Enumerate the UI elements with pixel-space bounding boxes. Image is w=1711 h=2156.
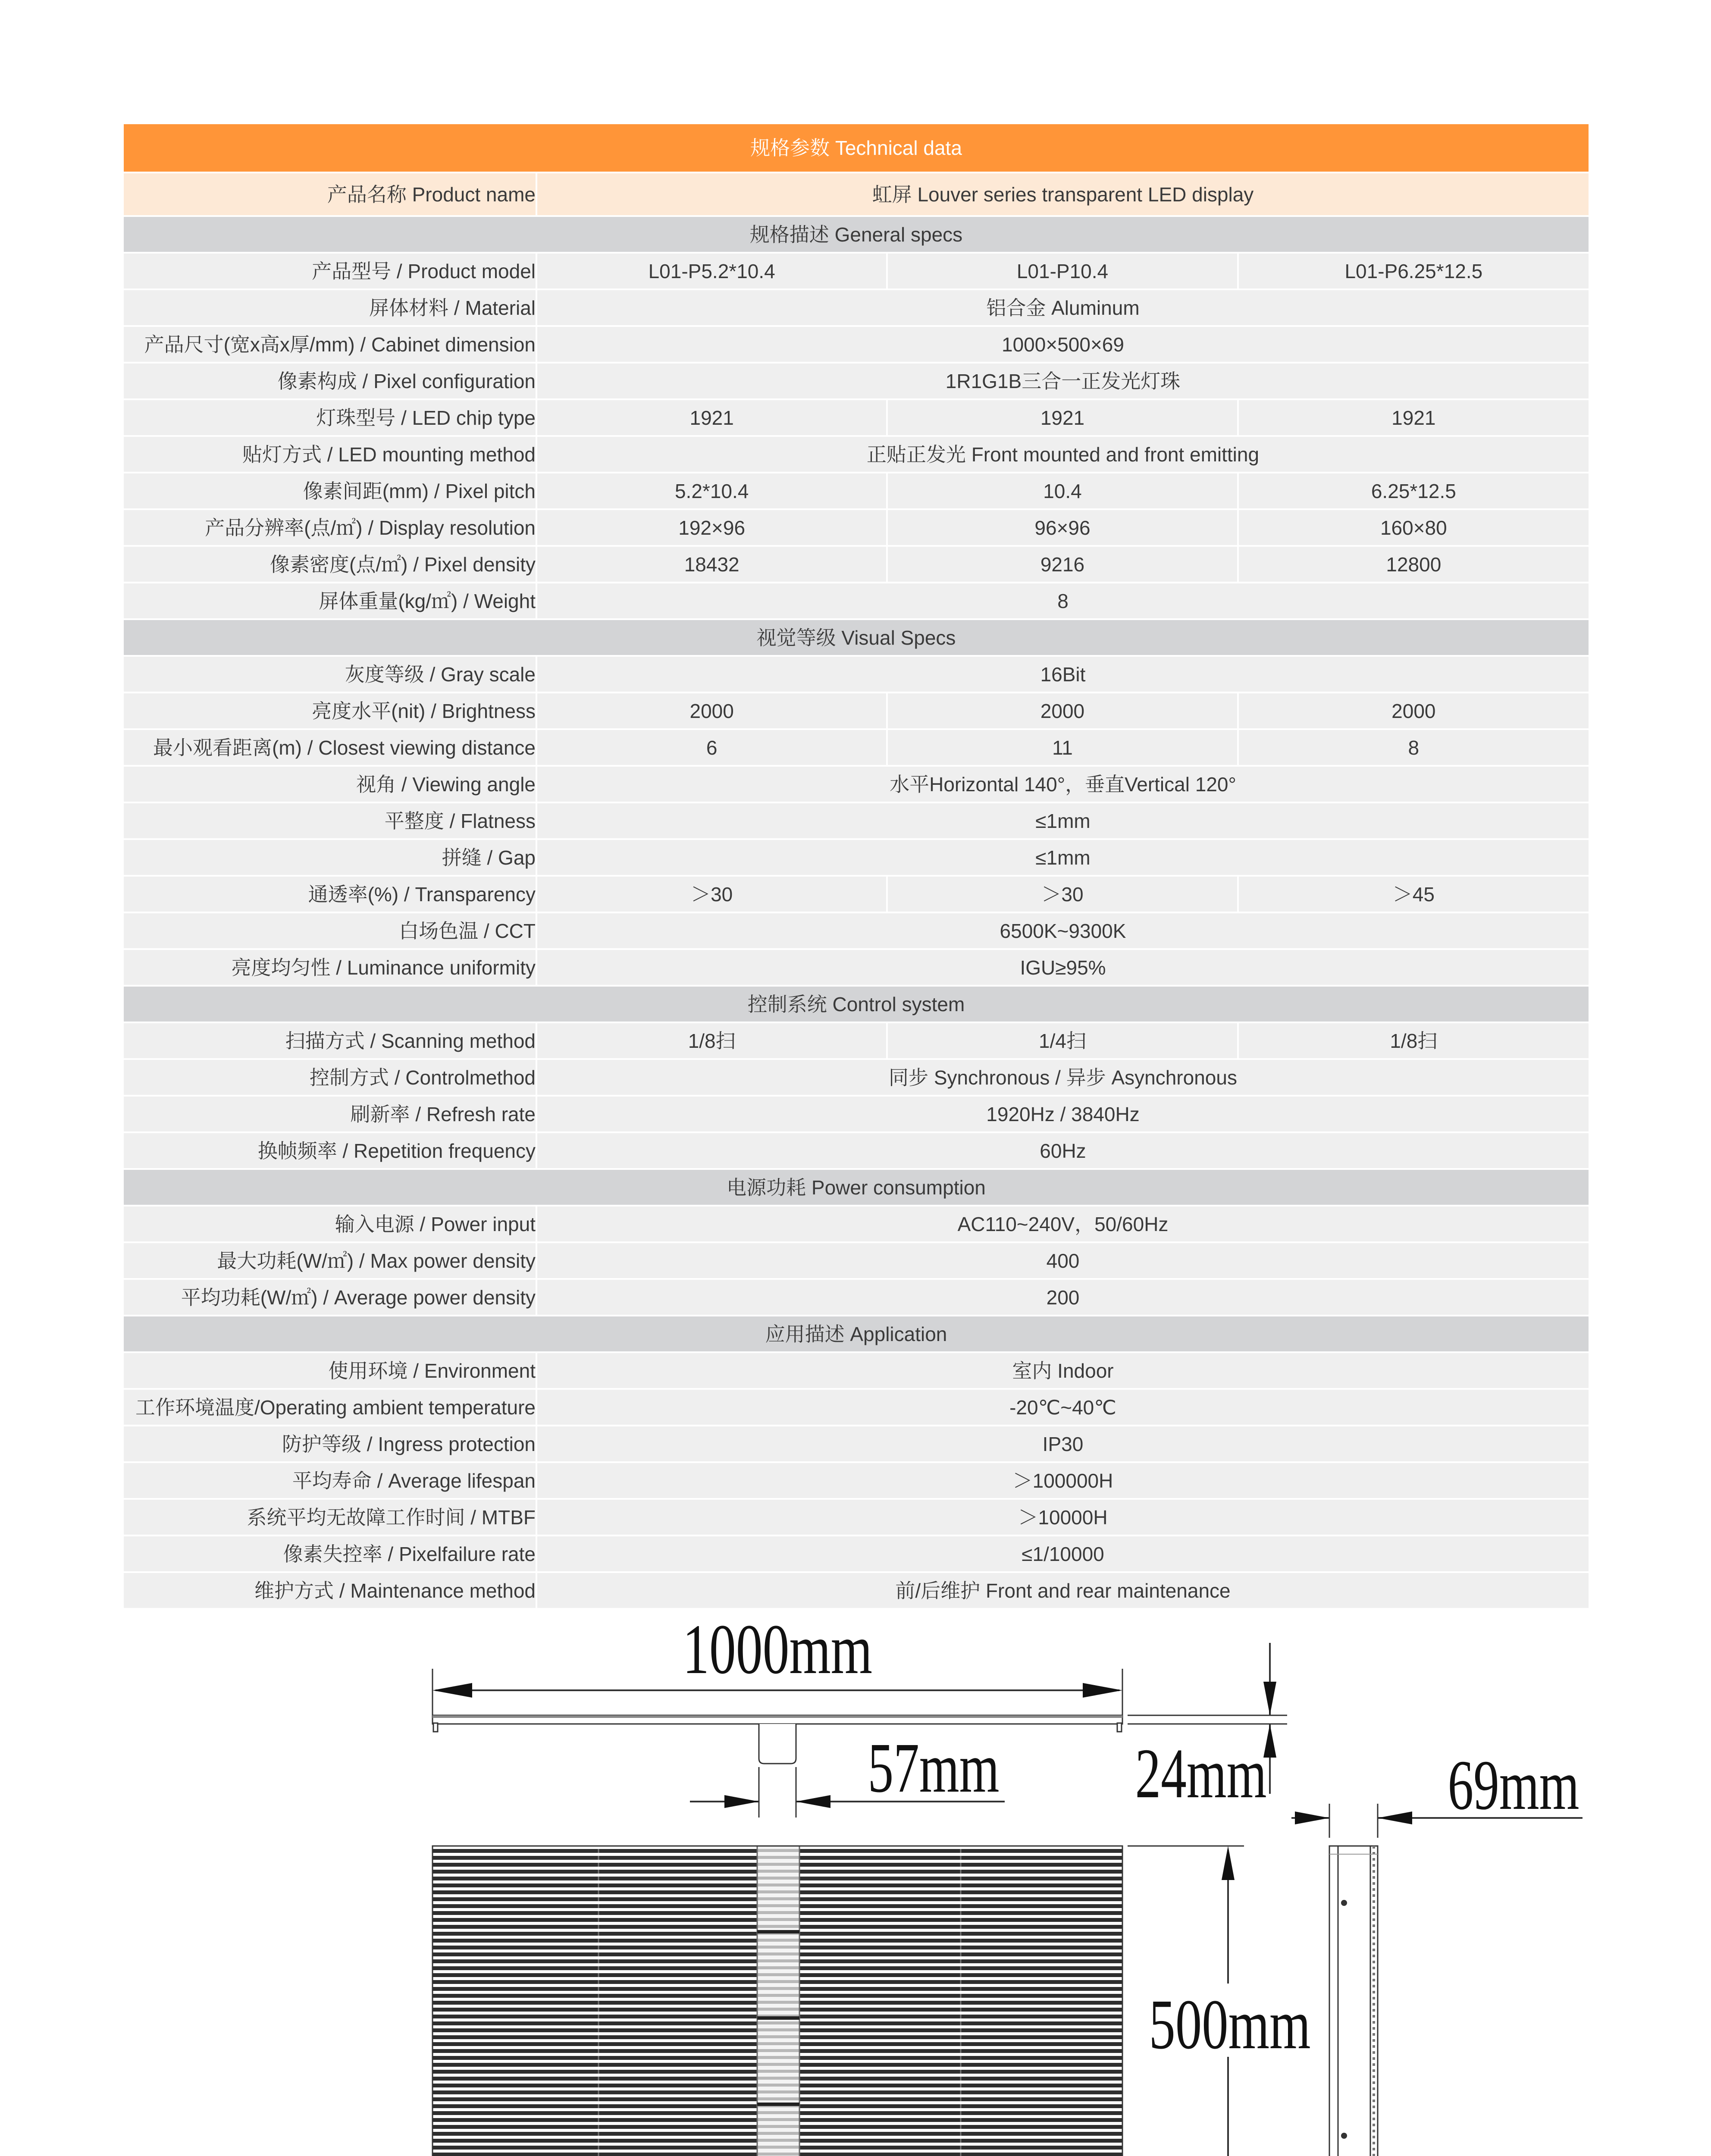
mount-width-label: 57mm xyxy=(868,1728,1000,1807)
spec-label: 像素间距(mm) / Pixel pitch xyxy=(124,473,536,509)
spec-value: 2000 xyxy=(1238,693,1589,729)
spec-value: ≤1mm xyxy=(536,802,1589,839)
spec-value: 8 xyxy=(1238,729,1589,766)
spec-value: 同步 Synchronous / 异步 Asynchronous xyxy=(536,1059,1589,1096)
spec-value: 60Hz xyxy=(536,1132,1589,1169)
thickness-dimension xyxy=(1291,1745,1583,1838)
spec-value: 室内 Indoor xyxy=(536,1352,1589,1389)
spec-label: 刷新率 / Refresh rate xyxy=(124,1096,536,1132)
spec-value: 160×80 xyxy=(1238,509,1589,546)
spec-value: 6.25*12.5 xyxy=(1238,473,1589,509)
spec-label: 亮度水平(nit) / Brightness xyxy=(124,693,536,729)
spec-value: IP30 xyxy=(536,1426,1589,1462)
spec-value: 1921 xyxy=(1238,399,1589,436)
spec-value: 1921 xyxy=(536,399,887,436)
spec-value: ＞10000H xyxy=(536,1499,1589,1536)
spec-value: 6 xyxy=(536,729,887,766)
spec-value: IGU≥95% xyxy=(536,949,1589,986)
spec-value: 8 xyxy=(536,583,1589,619)
spec-label: 产品尺寸(宽x高x厚/mm) / Cabinet dimension xyxy=(124,326,536,363)
spec-value: ≤1mm xyxy=(536,839,1589,876)
spec-label: 换帧频率 / Repetition frequency xyxy=(124,1132,536,1169)
spec-value: ＞30 xyxy=(887,876,1238,912)
depth-label: 24mm xyxy=(1135,1734,1267,1813)
spec-value: L01-P10.4 xyxy=(887,253,1238,289)
side-view xyxy=(1329,1846,1378,2156)
spec-label: 工作环境温度/Operating ambient temperature xyxy=(124,1389,536,1426)
spec-value: 16Bit xyxy=(536,656,1589,693)
spec-value: 12800 xyxy=(1238,546,1589,583)
front-view xyxy=(432,1846,1122,2156)
table-title: 规格参数 Technical data xyxy=(124,124,1589,172)
spec-label: 屏体重量(kg/㎡) / Weight xyxy=(124,583,536,619)
spec-value: 1/4扫 xyxy=(887,1022,1238,1059)
spec-label: 视角 / Viewing angle xyxy=(124,766,536,802)
spec-value: 前/后维护 Front and rear maintenance xyxy=(536,1572,1589,1609)
spec-value: 1R1G1B三合一正发光灯珠 xyxy=(536,363,1589,399)
spec-value: 10.4 xyxy=(887,473,1238,509)
spec-label: 最小观看距离(m) / Closest viewing distance xyxy=(124,729,536,766)
spec-value: -20℃~40℃ xyxy=(536,1389,1589,1426)
product-name-label: 产品名称 Product name xyxy=(124,172,536,216)
top-view xyxy=(432,1715,1122,1764)
section-title: 控制系统 Control system xyxy=(124,986,1589,1022)
spec-value: 5.2*10.4 xyxy=(536,473,887,509)
spec-label: 使用环境 / Environment xyxy=(124,1352,536,1389)
spec-value: L01-P5.2*10.4 xyxy=(536,253,887,289)
spec-label: 通透率(%) / Transparency xyxy=(124,876,536,912)
spec-label: 像素构成 / Pixel configuration xyxy=(124,363,536,399)
spec-label: 屏体材料 / Material xyxy=(124,289,536,326)
spec-value: ≤1/10000 xyxy=(536,1536,1589,1572)
spec-value: 6500K~9300K xyxy=(536,912,1589,949)
spec-label: 产品分辨率(点/㎡) / Display resolution xyxy=(124,509,536,546)
spec-value: 200 xyxy=(536,1279,1589,1316)
section-title: 应用描述 Application xyxy=(124,1316,1589,1352)
spec-value: 1000×500×69 xyxy=(536,326,1589,363)
spec-value: 9216 xyxy=(887,546,1238,583)
spec-value: 水平Horizontal 140°，垂直Vertical 120° xyxy=(536,766,1589,802)
spec-label: 防护等级 / Ingress protection xyxy=(124,1426,536,1462)
spec-value: 1/8扫 xyxy=(1238,1022,1589,1059)
spec-value: L01-P6.25*12.5 xyxy=(1238,253,1589,289)
spec-label: 最大功耗(W/㎡) / Max power density xyxy=(124,1242,536,1279)
spec-value: 96×96 xyxy=(887,509,1238,546)
spec-label: 产品型号 / Product model xyxy=(124,253,536,289)
thickness-label: 69mm xyxy=(1448,1745,1579,1824)
spec-label: 输入电源 / Power input xyxy=(124,1206,536,1242)
height-label: 500mm xyxy=(1149,1985,1311,2064)
spec-value: 1921 xyxy=(887,399,1238,436)
section-title: 视觉等级 Visual Specs xyxy=(124,619,1589,656)
spec-label: 灯珠型号 / LED chip type xyxy=(124,399,536,436)
spec-label: 灰度等级 / Gray scale xyxy=(124,656,536,693)
spec-label: 平均寿命 / Average lifespan xyxy=(124,1462,536,1499)
depth-dimension xyxy=(1128,1643,1287,1813)
spec-value: 2000 xyxy=(887,693,1238,729)
spec-value: 400 xyxy=(536,1242,1589,1279)
section-title: 规格描述 General specs xyxy=(124,216,1589,253)
spec-value: 正贴正发光 Front mounted and front emitting xyxy=(536,436,1589,473)
spec-value: 1/8扫 xyxy=(536,1022,887,1059)
product-name-value: 虹屏 Louver series transparent LED display xyxy=(536,172,1589,216)
spec-label: 贴灯方式 / LED mounting method xyxy=(124,436,536,473)
spec-label: 扫描方式 / Scanning method xyxy=(124,1022,536,1059)
spec-label: 平整度 / Flatness xyxy=(124,802,536,839)
spec-value: 192×96 xyxy=(536,509,887,546)
spec-label: 像素失控率 / Pixelfailure rate xyxy=(124,1536,536,1572)
mount-width-dimension xyxy=(690,1728,1005,1818)
spec-value: ＞45 xyxy=(1238,876,1589,912)
spec-label: 维护方式 / Maintenance method xyxy=(124,1572,536,1609)
spec-value: ＞30 xyxy=(536,876,887,912)
section-title: 电源功耗 Power consumption xyxy=(124,1169,1589,1206)
spec-label: 平均功耗(W/㎡) / Average power density xyxy=(124,1279,536,1316)
height-dimension xyxy=(1128,1846,1311,2156)
spec-label: 像素密度(点/㎡) / Pixel density xyxy=(124,546,536,583)
width-label: 1000mm xyxy=(683,1610,872,1689)
spec-value: 18432 xyxy=(536,546,887,583)
spec-value: 2000 xyxy=(536,693,887,729)
spec-value: 铝合金 Aluminum xyxy=(536,289,1589,326)
spec-label: 控制方式 / Controlmethod xyxy=(124,1059,536,1096)
spec-label: 拼缝 / Gap xyxy=(124,839,536,876)
spec-value: 1920Hz / 3840Hz xyxy=(536,1096,1589,1132)
spec-label: 白场色温 / CCT xyxy=(124,912,536,949)
spec-label: 亮度均匀性 / Luminance uniformity xyxy=(124,949,536,986)
spec-value: ＞100000H xyxy=(536,1462,1589,1499)
spec-value: 11 xyxy=(887,729,1238,766)
spec-label: 系统平均无故障工作时间 / MTBF xyxy=(124,1499,536,1536)
spec-value: AC110~240V，50/60Hz xyxy=(536,1206,1589,1242)
width-dimension xyxy=(432,1610,1122,1715)
